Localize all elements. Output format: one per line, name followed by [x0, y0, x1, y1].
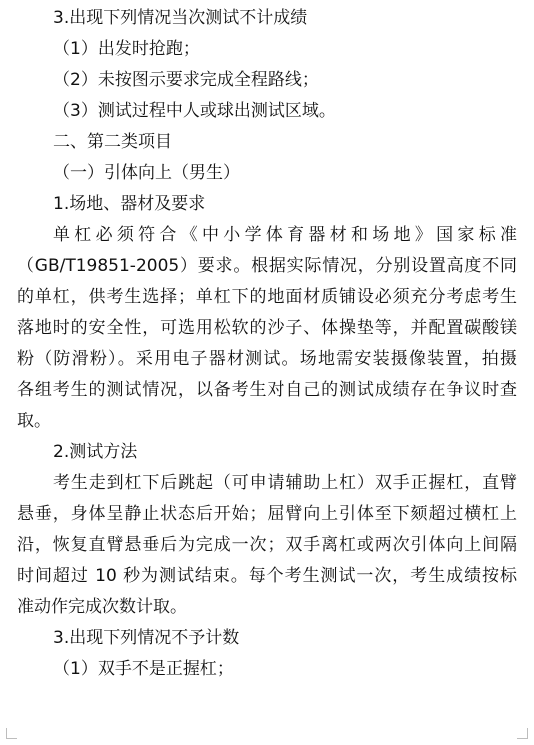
- document-body: [17, 0, 517, 685]
- list-item: （1）出发时抢跑；: [53, 39, 200, 59]
- paragraph-line: 准动作完成次数计取。: [17, 597, 187, 617]
- page-corner-mark: [6, 728, 17, 739]
- subsection-heading-venue: 1.场地、器材及要求: [53, 194, 206, 214]
- paragraph-line: 单杠必须符合《中小学体育器材和场地》国家标准: [53, 225, 517, 245]
- paragraph-line: 落地时的安全性，可选用松软的沙子、体操垫等，并配置碳酸镁: [17, 318, 517, 338]
- list-item: （1）双手不是正握杠；: [53, 659, 234, 679]
- list-item: （3）测试过程中人或球出测试区域。: [53, 101, 336, 121]
- page-corner-mark: [517, 728, 528, 739]
- section-heading-category-two: 二、第二类项目: [53, 132, 172, 152]
- paragraph-line: （GB/T19851-2005）要求。根据实际情况，分别设置高度不同: [17, 256, 517, 276]
- paragraph-line: 悬垂，身体呈静止状态后开始；屈臂向上引体至下颏超过横杠上: [17, 504, 517, 524]
- paragraph-line: 粉（防滑粉）。采用电子器材测试。场地需安装摄像装置，拍摄: [17, 349, 517, 369]
- paragraph-line: 沿，恢复直臂悬垂后为完成一次；双手离杠或两次引体向上间隔: [17, 535, 517, 555]
- paragraph-line: 考生走到杠下后跳起（可申请辅助上杠）双手正握杠，直臂: [53, 473, 517, 493]
- paragraph-line: 的单杠，供考生选择；单杠下的地面材质铺设必须充分考虑考生: [17, 287, 517, 307]
- paragraph-line: 取。: [17, 411, 51, 431]
- section-heading-no-score: 3.出现下列情况当次测试不计成绩: [53, 8, 308, 28]
- paragraph-line: 时间超过 10 秒为测试结束。每个考生测试一次，考生成绩按标: [17, 566, 517, 586]
- paragraph-line: 各组考生的测试情况，以备考生对自己的测试成绩存在争议时查: [17, 380, 517, 400]
- subsection-heading-method: 2.测试方法: [53, 442, 138, 462]
- list-item: （2）未按图示要求完成全程路线；: [53, 70, 319, 90]
- subsection-heading-no-count: 3.出现下列情况不予计数: [53, 628, 240, 648]
- subsection-heading-pullups: （一）引体向上（男生）: [53, 163, 240, 183]
